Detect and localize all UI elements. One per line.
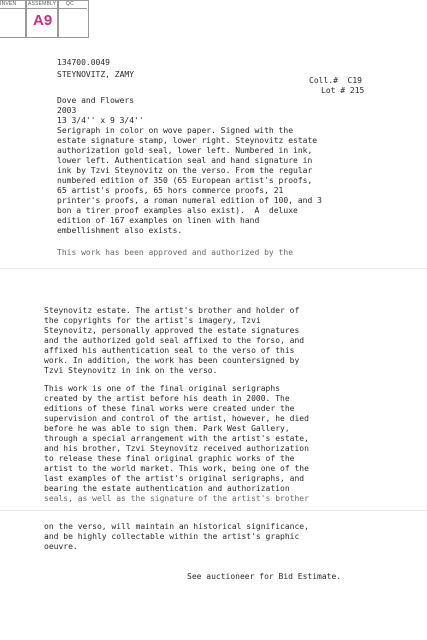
final-works-line: to release these final original graphic works of the [44,454,295,463]
scan-seam [0,268,427,269]
description-line: printer's proofs, a roman numeral edition of 100, and 3 [57,196,322,205]
estate-line: work. In addition, the work has been countersigned by [44,356,300,365]
description-line: Serigraph in color on wove paper. Signed with the [57,126,294,135]
description-line: lower left. Authentication seal and hand signature in [57,156,313,165]
description-line: ink by Tzvi Steynovitz on the verso. From the regular [57,166,313,175]
final-works-line: before he was able to sign them. Park West Gallery, [44,424,290,433]
final-works-line: This work is one of the final original serigraphs [44,384,281,393]
final-works-line: last examples of the artist's original serigraphs, and [44,474,305,483]
description-line: estate signature stamp, lower right. Steynovitz estate [57,136,318,145]
final-works-paragraph [44,384,344,504]
artist-name: STEYNOVITZ, ZAMY [57,70,135,79]
final-works-line: supervision and control of the artist, however, he died [44,414,309,423]
closing-line: on the verso, will maintain an historical significance, [44,522,309,531]
item-number: 134700.0049 [57,58,110,67]
final-works-line: created by the artist before his death in 2000. The [44,394,290,403]
lot-number: Lot # 215 [321,86,365,95]
final-works-line: and his brother, Tzvi Steynovitz received authorization [44,444,309,453]
estate-line: Steynovitz, personally approved the estate signatures [44,326,300,335]
description-line: embellishment also exists. [57,226,183,235]
artwork-title: Dove and Flowers [57,96,135,105]
stamp-header-assembly: ASSEMBLY [28,1,57,7]
artwork-year: 2003 [57,106,77,115]
collection-number: Coll.# C19 [309,76,362,85]
description-line: 65 artist's proofs, 65 hors commerce proofs, 21 [57,186,284,195]
estate-line: and the authorized gold seal affixed to the forso, and [44,336,305,345]
closing-line: and be highly collectable within the artist's graphic [44,532,300,541]
stamp-divider [0,8,87,9]
scan-seam [0,510,427,511]
description-paragraph [57,126,357,236]
final-works-line: seals, as well as the signature of the artist's brother [44,494,309,503]
description-line: bon a tirer proof examples also exist). A deluxe [57,206,298,215]
estate-line: Steynovitz estate. The artist's brother and holder of [44,306,300,315]
stamp-header-inven: INVEN [0,1,17,7]
final-works-line: artist to the world market. This work, being one of the [44,464,309,473]
estate-line: affixed his authentication seal to the verso of this [44,346,295,355]
description-line: authorization gold seal, lower left. Numbered in ink, [57,146,313,155]
closing-line: oeuvre. [44,542,78,551]
description-line: numbered edition of 350 (65 European artist's proofs, [57,176,313,185]
final-works-line: editions of these final works were created under the [44,404,295,413]
estate-line: Tzvi Steynovitz in ink on the verso. [44,366,218,375]
artwork-size: 13 3/4'' x 9 3/4'' [57,116,144,125]
estate-paragraph [44,306,344,376]
approval-line: This work has been approved and authorized by the [57,248,294,257]
description-line: edition of 167 examples on linen with hand [57,216,260,225]
stamp-header-qc: QC [66,1,74,7]
final-works-line: bearing the estate authentication and authorization [44,484,290,493]
final-works-line: through a special arrangement with the artist's estate, [44,434,309,443]
stamp-handwritten-value: A9 [33,12,53,29]
estate-line: the copyrights for the artist's imagery, Tzvi [44,316,261,325]
closing-paragraph [44,522,344,552]
bid-estimate-note: See auctioneer for Bid Estimate. [187,572,342,581]
